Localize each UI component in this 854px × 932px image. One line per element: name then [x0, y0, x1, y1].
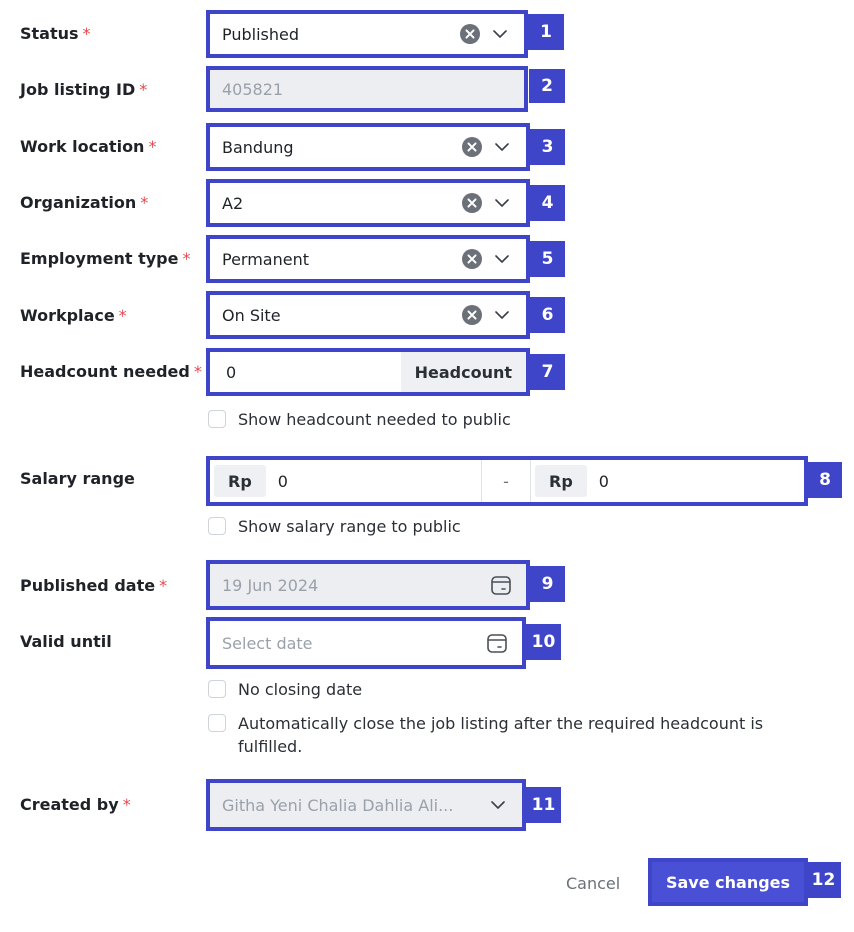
- salary-max-value[interactable]: 0: [598, 471, 609, 491]
- created-by-select: [206, 779, 526, 831]
- valid-until-input[interactable]: [206, 617, 526, 669]
- annotation-badge: 10: [526, 624, 561, 660]
- checkbox[interactable]: [208, 410, 226, 428]
- checkbox[interactable]: [208, 680, 226, 698]
- checkbox[interactable]: [208, 714, 226, 732]
- annotation-badge: 5: [530, 241, 565, 277]
- annotation-badge: 8: [808, 462, 842, 498]
- calendar-icon[interactable]: [486, 632, 508, 654]
- clear-icon[interactable]: [462, 305, 482, 325]
- organization-label: Organization *: [20, 193, 149, 212]
- checkbox-label: No closing date: [238, 680, 363, 699]
- status-select[interactable]: [206, 10, 528, 58]
- headcount-addon: Headcount: [401, 352, 526, 392]
- chevron-down-icon[interactable]: [490, 24, 510, 44]
- currency-max-addon: Rp: [535, 465, 587, 497]
- job-id-input: [206, 66, 528, 112]
- salary-separator: -: [503, 471, 509, 491]
- annotation-badge: 3: [530, 129, 565, 165]
- organization-value: A2: [222, 193, 244, 213]
- chevron-down-icon[interactable]: [492, 193, 512, 213]
- job-id-label: Job listing ID *: [20, 80, 148, 99]
- chevron-down-icon[interactable]: [492, 305, 512, 325]
- currency-min-addon: Rp: [214, 465, 266, 497]
- salary-range-label: Salary range: [20, 469, 135, 488]
- checkbox[interactable]: [208, 517, 226, 535]
- annotation-badge: 1: [528, 14, 564, 50]
- salary-range-input[interactable]: [206, 456, 808, 506]
- clear-icon[interactable]: [462, 137, 482, 157]
- annotation-badge: 2: [529, 69, 565, 103]
- work-location-value: Bandung: [222, 137, 294, 157]
- work-location-label: Work location *: [20, 137, 157, 156]
- checkbox-label: Automatically close the job listing after the required headcount is fulfilled.: [238, 714, 764, 756]
- checkbox-label: Show headcount needed to public: [238, 410, 511, 429]
- employment-type-label: Employment type *: [20, 249, 191, 268]
- workplace-value: On Site: [222, 305, 281, 325]
- published-date-value: 19 Jun 2024: [222, 575, 319, 595]
- annotation-badge: 11: [526, 787, 561, 823]
- no-closing-checkbox-row[interactable]: [208, 678, 362, 701]
- clear-icon[interactable]: [462, 193, 482, 213]
- clear-icon[interactable]: [462, 249, 482, 269]
- workplace-select[interactable]: [206, 291, 530, 339]
- annotation-badge: 4: [530, 185, 565, 221]
- annotation-badge: 9: [530, 566, 565, 602]
- cancel-button[interactable]: Cancel: [566, 874, 621, 893]
- save-changes-button[interactable]: Save changes: [648, 858, 808, 906]
- checkbox-label: Show salary range to public: [238, 517, 461, 536]
- created-by-label: Created by *: [20, 795, 131, 814]
- annotation-badge: 6: [530, 297, 565, 333]
- auto-close-checkbox-row[interactable]: [208, 712, 768, 758]
- published-date-label: Published date *: [20, 576, 168, 595]
- valid-until-placeholder: Select date: [222, 633, 313, 653]
- status-value: Published: [222, 24, 300, 44]
- valid-until-label: Valid until: [20, 632, 112, 651]
- organization-select[interactable]: [206, 179, 530, 227]
- created-by-value: Githa Yeni Chalia Dahlia Ali...: [222, 795, 454, 815]
- calendar-icon: [490, 574, 512, 596]
- headcount-label: Headcount needed *: [20, 362, 202, 381]
- employment-type-select[interactable]: [206, 235, 530, 283]
- headcount-input[interactable]: [206, 348, 530, 396]
- clear-icon[interactable]: [460, 24, 480, 44]
- salary-min-value[interactable]: 0: [277, 471, 288, 491]
- chevron-down-icon[interactable]: [492, 249, 512, 269]
- chevron-down-icon[interactable]: [492, 137, 512, 157]
- headcount-value: 0: [226, 362, 237, 382]
- annotation-badge: 7: [530, 354, 565, 390]
- annotation-badge: 12: [806, 862, 841, 898]
- show-salary-checkbox-row[interactable]: [208, 515, 461, 538]
- published-date-input: [206, 560, 530, 610]
- job-id-value: 405821: [222, 79, 284, 99]
- employment-type-value: Permanent: [222, 249, 310, 269]
- work-location-select[interactable]: [206, 123, 530, 171]
- workplace-label: Workplace *: [20, 306, 127, 325]
- show-headcount-checkbox-row[interactable]: [208, 408, 511, 431]
- status-label: Status *: [20, 24, 91, 43]
- chevron-down-icon: [488, 795, 508, 815]
